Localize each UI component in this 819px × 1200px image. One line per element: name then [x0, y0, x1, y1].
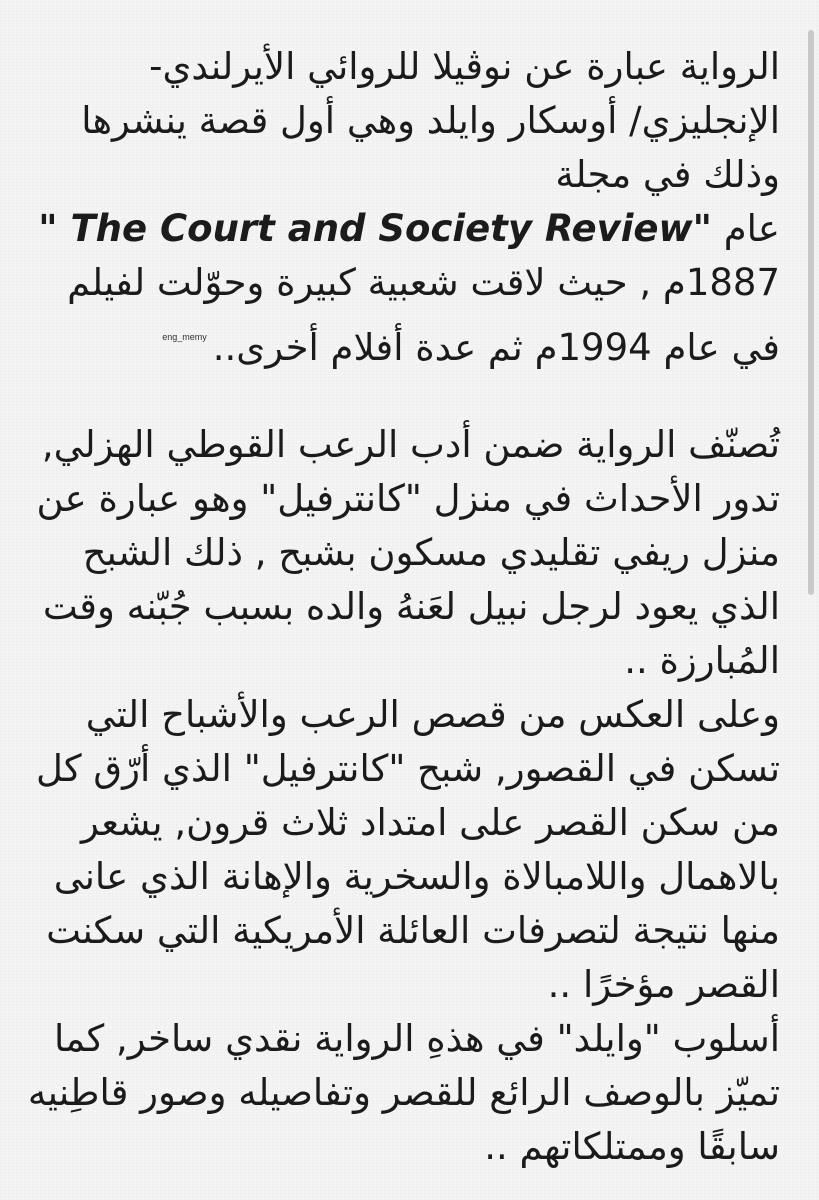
text-line: بالاهمال واللامبالاة والسخرية والإهانة الذي عانى — [53, 855, 780, 898]
text-fragment: في عام 1994م ثم عدة أفلام أخرى.. — [212, 326, 780, 369]
magazine-title: " The Court and Society Review" — [38, 207, 712, 250]
text-line: منها نتيجة لتصرفات العائلة الأمريكية التي سكنت — [46, 909, 780, 952]
text-line: من سكن القصر على امتداد ثلاث قرون, يشعر — [81, 801, 780, 844]
text-line: تُصنّف الرواية ضمن أدب الرعب القوطي الهزلي, — [41, 423, 780, 466]
note-text-body[interactable] — [27, 40, 780, 1174]
text-line: الذي يعود لرجل نبيل لعَنهُ والده بسبب جُبّنه وقت — [42, 585, 780, 628]
paragraph-spacer — [52, 364, 780, 418]
text-fragment: عام — [723, 207, 780, 250]
text-line: تدور الأحداث في منزل "كانترفيل" وهو عبارة عن — [36, 477, 780, 520]
text-line: وعلى العكس من قصص الرعب والأشباح التي — [85, 693, 780, 736]
text-line: الإنجليزي/ أوسكار وايلد وهي أول قصة ينشرها — [81, 99, 780, 142]
text-line: تميّز بالوصف الرائع للقصر وتفاصيله وصور قاطِنيه — [27, 1071, 780, 1114]
text-line: القصر مؤخرًا .. — [547, 963, 780, 1006]
text-line-with-watermark — [52, 310, 780, 369]
text-line: المُبارزة .. — [624, 639, 780, 682]
text-line: تسكن في القصور, شبح "كانترفيل" الذي أرّق كل — [35, 747, 780, 790]
text-line: وذلك في مجلة — [555, 153, 780, 196]
scrollbar[interactable] — [808, 30, 814, 595]
watermark-username: eng_memy — [162, 332, 207, 342]
text-line: 1887م , حيث لاقت شعبية كبيرة وحوّلت لفيلم — [67, 261, 780, 304]
text-line: أسلوب "وايلد" في هذهِ الرواية نقدي ساخر, كما — [53, 1017, 780, 1060]
text-line: الرواية عبارة عن نوڤيلا للروائي الأيرلندي- — [149, 45, 780, 88]
text-line-with-title — [38, 202, 780, 256]
text-line: سابقًا وممتلكاتهم .. — [484, 1125, 780, 1168]
text-line: منزل ريفي تقليدي مسكون بشبح , ذلك الشبح — [82, 531, 780, 574]
